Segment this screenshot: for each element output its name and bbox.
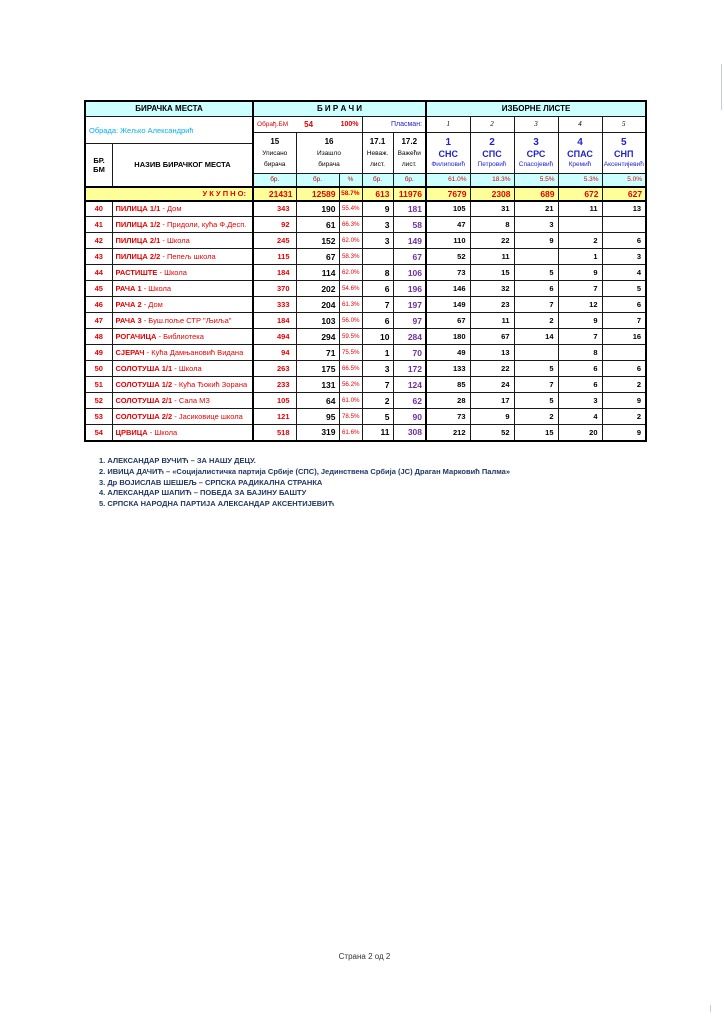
party-votes-cell: 9 (602, 393, 646, 409)
table-row (85, 265, 646, 281)
unit-label: % (339, 173, 362, 186)
invalid-ballots-cell: 7 (362, 297, 393, 313)
party-column-header: 4 СПАС Кремић (558, 132, 602, 173)
bm-name-cell: РАЧА 2 - Дом (112, 297, 253, 313)
invalid-ballots-cell: 1 (362, 345, 393, 361)
bm-number-cell: 43 (85, 249, 112, 265)
turnout-cell: 64 (296, 393, 339, 409)
totals-row (85, 187, 646, 201)
turnout-percent-cell: 56.0% (339, 313, 362, 329)
party-votes-cell: 5 (514, 393, 558, 409)
party-votes-cell: 212 (426, 425, 470, 441)
party-votes-cell: 12 (558, 297, 602, 313)
turnout-cell: 67 (296, 249, 339, 265)
placement-label: Пласман: (362, 116, 426, 132)
table-row (85, 361, 646, 377)
turnout-percent-cell: 62.0% (339, 233, 362, 249)
turnout-cell: 294 (296, 329, 339, 345)
party-votes-cell: 21 (514, 201, 558, 217)
party-votes-cell: 73 (426, 265, 470, 281)
valid-column-header: 17.2 Важећи лист. (393, 132, 426, 173)
party-votes-cell (514, 345, 558, 361)
unit-label: бр. (393, 173, 426, 186)
party-votes-cell (558, 217, 602, 233)
total-registered: 21431 (253, 187, 296, 201)
table-row (85, 201, 646, 217)
valid-ballots-cell: 308 (393, 425, 426, 441)
bm-name-cell: СОЛОТУША 1/1 - Школа (112, 361, 253, 377)
party-votes-cell: 5 (514, 361, 558, 377)
valid-ballots-cell: 90 (393, 409, 426, 425)
page-number: Страна 2 од 2 (338, 952, 391, 961)
turnout-percent-cell: 62.0% (339, 265, 362, 281)
valid-ballots-cell: 196 (393, 281, 426, 297)
party-votes-cell: 5 (602, 281, 646, 297)
bm-name-column-header: НАЗИВ БИРАЧКОГ МЕСТА (134, 160, 231, 169)
invalid-ballots-cell (362, 249, 393, 265)
turnout-percent-cell: 54.6% (339, 281, 362, 297)
party-votes-cell: 7 (558, 329, 602, 345)
party-rank: 4 (558, 116, 602, 132)
invalid-ballots-cell: 10 (362, 329, 393, 345)
party-votes-cell: 8 (470, 217, 514, 233)
party-votes-cell: 6 (558, 361, 602, 377)
bm-name-cell: ЦРВИЦА - Школа (112, 425, 253, 441)
party-votes-cell: 67 (426, 313, 470, 329)
valid-ballots-cell: 70 (393, 345, 426, 361)
party-votes-cell: 5 (514, 265, 558, 281)
party-votes-cell: 2 (514, 409, 558, 425)
total-invalid: 613 (362, 187, 393, 201)
party-votes-cell: 2 (602, 377, 646, 393)
unit-label: бр. (296, 173, 339, 186)
valid-ballots-cell: 58 (393, 217, 426, 233)
turnout-cell: 95 (296, 409, 339, 425)
registered-cell: 92 (253, 217, 296, 233)
bm-name-cell: РАЧА 3 - Буш.поље СТР "Љиља" (112, 313, 253, 329)
invalid-ballots-cell: 2 (362, 393, 393, 409)
party-votes-cell: 52 (470, 425, 514, 441)
invalid-ballots-cell: 6 (362, 313, 393, 329)
turnout-cell: 175 (296, 361, 339, 377)
party-votes-cell: 85 (426, 377, 470, 393)
valid-ballots-cell: 67 (393, 249, 426, 265)
party-votes-cell: 23 (470, 297, 514, 313)
party-votes-cell: 110 (426, 233, 470, 249)
invalid-ballots-cell: 3 (362, 361, 393, 377)
party-votes-cell: 67 (470, 329, 514, 345)
party-votes-cell: 24 (470, 377, 514, 393)
bm-name-cell: СОЛОТУША 1/2 - Кућа Ђокић Зорана (112, 377, 253, 393)
table-row (85, 313, 646, 329)
party-votes-cell: 7 (558, 281, 602, 297)
valid-ballots-cell: 124 (393, 377, 426, 393)
party-votes-cell: 7 (514, 297, 558, 313)
turnout-cell: 61 (296, 217, 339, 233)
party-votes-cell: 6 (602, 297, 646, 313)
party-votes-cell: 49 (426, 345, 470, 361)
party-percent: 5.3% (558, 173, 602, 186)
note-line: 2. ИВИЦА ДАЧИЋ – «Социјалистичка партија Србије (СПС), Јединствена Србија (ЈС) Драган Марковић Палма» (99, 466, 511, 476)
invalid-ballots-cell: 6 (362, 281, 393, 297)
party-votes-cell: 13 (602, 201, 646, 217)
party-votes-cell: 2 (558, 233, 602, 249)
party-votes-cell: 4 (558, 409, 602, 425)
turnout-cell: 319 (296, 425, 339, 441)
bm-name-cell: РАЧА 1 - Школа (112, 281, 253, 297)
registered-cell: 184 (253, 313, 296, 329)
party-votes-cell: 180 (426, 329, 470, 345)
party-votes-cell: 17 (470, 393, 514, 409)
party-column-header: 3 СРС Спасојевић (514, 132, 558, 173)
party-votes-cell: 73 (426, 409, 470, 425)
bm-number-line1: БР. (93, 155, 105, 165)
turnout-cell: 131 (296, 377, 339, 393)
party-votes-cell: 15 (470, 265, 514, 281)
valid-ballots-cell: 97 (393, 313, 426, 329)
registered-column-header: 15 Уписано бирача (253, 132, 296, 173)
bm-number-cell: 50 (85, 361, 112, 377)
valid-ballots-cell: 284 (393, 329, 426, 345)
party-rank: 5 (602, 116, 646, 132)
bm-name-cell: ПИЛИЦА 2/1 - Школа (112, 233, 253, 249)
turnout-percent-cell: 78.5% (339, 409, 362, 425)
unit-label: бр. (253, 173, 296, 186)
registered-cell: 494 (253, 329, 296, 345)
party-votes-cell: 3 (558, 393, 602, 409)
party-votes-cell: 7 (602, 313, 646, 329)
bm-number-cell: 53 (85, 409, 112, 425)
total-turnout: 12589 (296, 187, 339, 201)
party-rank: 1 (426, 116, 470, 132)
party-votes-cell: 31 (470, 201, 514, 217)
bm-number-cell: 51 (85, 377, 112, 393)
party-votes-cell: 7 (514, 377, 558, 393)
processed-bm-percent: 100% (340, 120, 359, 128)
invalid-ballots-cell: 3 (362, 233, 393, 249)
party-votes-cell: 11 (558, 201, 602, 217)
electoral-lists-group-header: ИЗБОРНЕ ЛИСТЕ (426, 101, 646, 116)
registered-cell: 343 (253, 201, 296, 217)
party-votes-cell: 28 (426, 393, 470, 409)
turnout-cell: 71 (296, 345, 339, 361)
party-percent: 5.0% (602, 173, 646, 186)
party-column-header: 1 СНС Филиповић (426, 132, 470, 173)
party-votes-cell: 6 (602, 361, 646, 377)
bm-number-cell: 42 (85, 233, 112, 249)
bm-number-column-header (86, 144, 113, 186)
party-votes-cell: 20 (558, 425, 602, 441)
party-votes-cell (602, 217, 646, 233)
table-row (85, 249, 646, 265)
turnout-percent-cell: 66.5% (339, 361, 362, 377)
bm-number-cell: 45 (85, 281, 112, 297)
table-row (85, 393, 646, 409)
turnout-percent-cell: 59.5% (339, 329, 362, 345)
party-total-votes: 672 (558, 187, 602, 201)
bm-number-cell: 47 (85, 313, 112, 329)
registered-cell: 370 (253, 281, 296, 297)
valid-ballots-cell: 172 (393, 361, 426, 377)
registered-cell: 105 (253, 393, 296, 409)
party-total-votes: 627 (602, 187, 646, 201)
registered-cell: 115 (253, 249, 296, 265)
table-row (85, 329, 646, 345)
turnout-percent-cell: 61.6% (339, 425, 362, 441)
voters-group-header: Б И Р А Ч И (253, 101, 426, 116)
party-votes-cell: 9 (558, 313, 602, 329)
results-table (84, 100, 647, 442)
party-votes-cell: 133 (426, 361, 470, 377)
turnout-cell: 152 (296, 233, 339, 249)
party-votes-cell: 32 (470, 281, 514, 297)
bm-name-cell: ПИЛИЦА 1/1 - Дом (112, 201, 253, 217)
invalid-column-header: 17.1 Неваж. лист. (362, 132, 393, 173)
party-votes-cell: 15 (514, 425, 558, 441)
party-votes-cell: 6 (514, 281, 558, 297)
processed-bm-cell (253, 116, 362, 132)
party-votes-cell: 105 (426, 201, 470, 217)
party-column-header: 2 СПС Петровић (470, 132, 514, 173)
party-votes-cell: 52 (426, 249, 470, 265)
valid-ballots-cell: 149 (393, 233, 426, 249)
turnout-cell: 202 (296, 281, 339, 297)
party-rank: 3 (514, 116, 558, 132)
turnout-cell: 114 (296, 265, 339, 281)
party-column-header: 5 СНП Аксентијевић (602, 132, 646, 173)
turnout-percent-cell: 56.2% (339, 377, 362, 393)
bm-name-cell: ПИЛИЦА 1/2 - Придоли, кућа Ф.Десп. (112, 217, 253, 233)
party-votes-cell: 1 (558, 249, 602, 265)
party-votes-cell: 11 (470, 313, 514, 329)
scan-edge-artifact (721, 64, 722, 110)
party-percent: 5.5% (514, 173, 558, 186)
processed-by-label: Обрада: Жељко Александрић (86, 117, 252, 144)
party-total-votes: 7679 (426, 187, 470, 201)
party-votes-cell: 6 (558, 377, 602, 393)
invalid-ballots-cell: 11 (362, 425, 393, 441)
party-votes-cell: 22 (470, 361, 514, 377)
party-votes-cell: 2 (514, 313, 558, 329)
valid-ballots-cell: 106 (393, 265, 426, 281)
valid-ballots-cell: 62 (393, 393, 426, 409)
party-votes-cell: 146 (426, 281, 470, 297)
table-row (85, 345, 646, 361)
note-line: 1. АЛЕКСАНДАР ВУЧИЋ – ЗА НАШУ ДЕЦУ. (99, 456, 256, 465)
table-row (85, 409, 646, 425)
turnout-percent-cell: 55.4% (339, 201, 362, 217)
party-votes-cell: 9 (514, 233, 558, 249)
valid-ballots-cell: 181 (393, 201, 426, 217)
registered-cell: 245 (253, 233, 296, 249)
turnout-percent-cell: 66.3% (339, 217, 362, 233)
party-votes-cell: 22 (470, 233, 514, 249)
party-votes-cell: 4 (602, 265, 646, 281)
table-row (85, 233, 646, 249)
invalid-ballots-cell: 3 (362, 217, 393, 233)
results-tbody (85, 201, 646, 441)
registered-cell: 333 (253, 297, 296, 313)
bm-name-cell: РАСТИШТЕ - Школа (112, 265, 253, 281)
party-votes-cell (602, 345, 646, 361)
bm-number-cell: 54 (85, 425, 112, 441)
notes (99, 456, 510, 510)
table-row (85, 281, 646, 297)
turnout-percent-cell: 75.5% (339, 345, 362, 361)
party-votes-cell: 3 (602, 249, 646, 265)
party-votes-cell: 13 (470, 345, 514, 361)
party-votes-cell: 9 (602, 425, 646, 441)
registered-cell: 184 (253, 265, 296, 281)
processed-bm-label: Обрађ.БМ (257, 120, 289, 128)
total-valid: 11976 (393, 187, 426, 201)
party-votes-cell: 14 (514, 329, 558, 345)
bm-name-cell: ПИЛИЦА 2/2 - Пепељ школа (112, 249, 253, 265)
bm-number-cell: 48 (85, 329, 112, 345)
column-headers (86, 144, 252, 186)
party-rank: 2 (470, 116, 514, 132)
turnout-cell: 204 (296, 297, 339, 313)
bm-number-cell: 49 (85, 345, 112, 361)
party-votes-cell: 16 (602, 329, 646, 345)
turnout-percent-cell: 61.0% (339, 393, 362, 409)
polling-places-group-header: БИРАЧКА МЕСТА (85, 101, 253, 116)
turnout-cell: 190 (296, 201, 339, 217)
registered-cell: 263 (253, 361, 296, 377)
party-votes-cell (514, 249, 558, 265)
bm-number-cell: 44 (85, 265, 112, 281)
bm-name-cell: СОЛОТУША 2/1 - Сала МЗ (112, 393, 253, 409)
turnout-column-header: 16 Изашло бирача (296, 132, 362, 173)
party-votes-cell: 8 (558, 345, 602, 361)
turnout-cell: 103 (296, 313, 339, 329)
party-percent: 61.0% (426, 173, 470, 186)
bm-number-cell: 41 (85, 217, 112, 233)
note-line: 5. СРПСКА НАРОДНА ПАРТИЈА АЛЕКСАНДАР АКСЕНТИЈЕВИЋ (99, 499, 335, 509)
party-total-votes: 2308 (470, 187, 514, 201)
party-percent: 18.3% (470, 173, 514, 186)
party-votes-cell: 2 (602, 409, 646, 425)
turnout-percent-cell: 61.3% (339, 297, 362, 313)
registered-cell: 94 (253, 345, 296, 361)
table-row (85, 217, 646, 233)
party-votes-cell: 47 (426, 217, 470, 233)
total-turnout-percent: 58.7% (339, 187, 362, 201)
party-votes-cell: 11 (470, 249, 514, 265)
bm-number-cell: 46 (85, 297, 112, 313)
bm-number-cell: 40 (85, 201, 112, 217)
bm-number-cell: 52 (85, 393, 112, 409)
bm-name-cell: РОГАЧИЦА - Библиотека (112, 329, 253, 345)
party-total-votes: 689 (514, 187, 558, 201)
table-row (85, 377, 646, 393)
invalid-ballots-cell: 8 (362, 265, 393, 281)
processed-bm-count: 54 (304, 119, 314, 129)
invalid-ballots-cell: 9 (362, 201, 393, 217)
bm-number-line2: БМ (93, 164, 105, 174)
table-row (85, 425, 646, 441)
table-row (85, 297, 646, 313)
note-line: 4. АЛЕКСАНДАР ШАПИЋ – ПОБЕДА ЗА БАЈИНУ БАШТУ (99, 488, 307, 498)
party-votes-cell: 6 (602, 233, 646, 249)
note-line: 3. Др ВОЈИСЛАВ ШЕШЕЉ – СРПСКА РАДИКАЛНА СТРАНКА (99, 477, 323, 487)
registered-cell: 121 (253, 409, 296, 425)
registered-cell: 233 (253, 377, 296, 393)
registered-cell: 518 (253, 425, 296, 441)
bm-name-cell: СЈЕРАЧ - Кућа Дамњановић Видана (112, 345, 253, 361)
invalid-ballots-cell: 5 (362, 409, 393, 425)
turnout-percent-cell: 58.3% (339, 249, 362, 265)
unit-label: бр. (362, 173, 393, 186)
bm-name-cell: СОЛОТУША 2/2 - Јасиковице школа (112, 409, 253, 425)
scan-edge-artifact (710, 1005, 711, 1012)
valid-ballots-cell: 197 (393, 297, 426, 313)
party-votes-cell: 149 (426, 297, 470, 313)
party-votes-cell: 3 (514, 217, 558, 233)
party-votes-cell: 9 (470, 409, 514, 425)
left-header-block (85, 116, 253, 187)
party-votes-cell: 9 (558, 265, 602, 281)
invalid-ballots-cell: 7 (362, 377, 393, 393)
totals-label: У К У П Н О: (85, 187, 253, 201)
